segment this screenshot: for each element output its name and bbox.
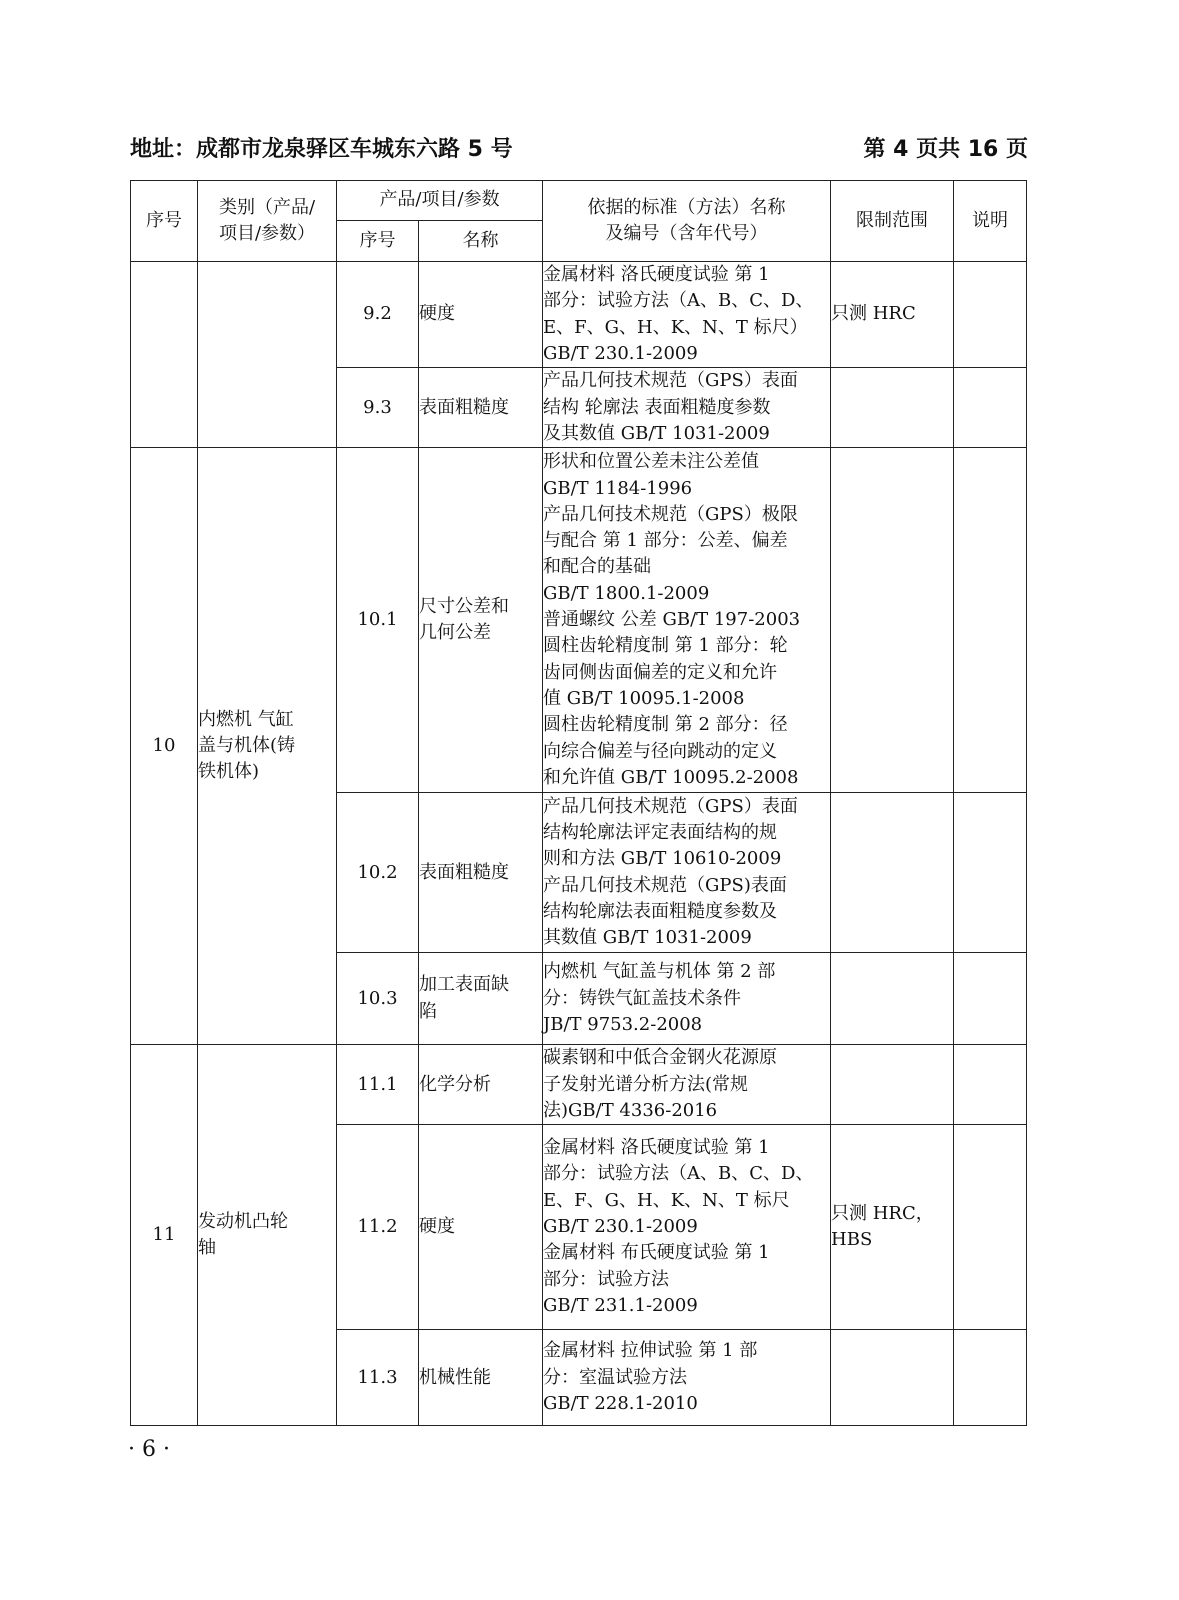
header-sub-seq: 序号	[337, 221, 419, 262]
table-row	[131, 1045, 1027, 1125]
standard-line: 产品几何技术规范（GPS）表面	[543, 370, 798, 392]
item-limit	[831, 262, 954, 368]
standard-line: 部分：试验方法（A、B、C、D、	[543, 290, 814, 312]
item-name	[419, 793, 543, 953]
standard-line: 分：室温试验方法	[543, 1366, 688, 1388]
standard-line: 齿同侧齿面偏差的定义和允许	[543, 661, 778, 683]
standard-line: GB/T 230.1-2009	[543, 342, 698, 364]
item-sub-seq: 11.1	[337, 1045, 419, 1125]
standard-line: 部分：试验方法（A、B、C、D、	[543, 1163, 814, 1185]
standard-line: 结构轮廓法评定表面结构的规	[543, 822, 778, 844]
standard-line: 内燃机 气缸盖与机体 第 2 部	[543, 961, 776, 983]
item-standard	[543, 448, 831, 793]
row-category	[198, 262, 337, 448]
standard-line: E、F、G、H、K、N、T 标尺	[543, 1189, 790, 1211]
standard-line: 法)GB/T 4336-2016	[543, 1099, 718, 1121]
header-seq: 序号	[131, 181, 198, 262]
item-sub-seq: 11.2	[337, 1125, 419, 1330]
row-seq: 11	[131, 1045, 198, 1426]
item-sub-seq: 9.2	[337, 262, 419, 368]
item-standard	[543, 1125, 831, 1330]
limit-line: 只测 HRC	[831, 303, 916, 325]
item-limit	[831, 1045, 954, 1125]
item-sub-seq: 10.3	[337, 953, 419, 1045]
standard-line: 结构轮廓法表面粗糙度参数及	[543, 900, 778, 922]
table-row	[131, 262, 1027, 368]
standard-line: GB/T 1800.1-2009	[543, 582, 710, 604]
standard-line: 向综合偏差与径向跳动的定义	[543, 740, 778, 762]
standard-line: 其数值 GB/T 1031-2009	[543, 927, 752, 949]
item-name	[419, 1125, 543, 1330]
item-note	[954, 1125, 1027, 1330]
item-name	[419, 368, 543, 448]
item-note	[954, 262, 1027, 368]
item-name-line: 表面粗糙度	[419, 861, 509, 883]
limit-line: HBS	[831, 1229, 873, 1251]
item-name-line: 尺寸公差和	[419, 595, 509, 617]
header-limit: 限制范围	[831, 181, 954, 262]
item-name	[419, 448, 543, 793]
item-limit	[831, 1330, 954, 1426]
item-name-line: 硬度	[419, 1216, 455, 1238]
standard-line: GB/T 228.1-2010	[543, 1392, 698, 1414]
item-name-line: 机械性能	[419, 1366, 491, 1388]
standard-line: 形状和位置公差未注公差值	[543, 451, 760, 473]
item-note	[954, 1330, 1027, 1426]
item-standard	[543, 368, 831, 448]
category-line: 内燃机 气缸	[198, 708, 294, 730]
item-sub-seq: 10.1	[337, 448, 419, 793]
item-name	[419, 953, 543, 1045]
standard-line: 子发射光谱分析方法(常规	[543, 1073, 749, 1095]
standard-line: 分：铸铁气缸盖技术条件	[543, 987, 742, 1009]
header-product-group: 产品/项目/参数	[337, 181, 543, 221]
item-name-line: 硬度	[419, 303, 455, 325]
row-category	[198, 448, 337, 1045]
header-category-line: 类别（产品/	[218, 196, 316, 218]
standard-line: 结构 轮廓法 表面粗糙度参数	[543, 396, 771, 418]
standard-line: 金属材料 洛氏硬度试验 第 1	[543, 264, 770, 285]
standard-line: 和允许值 GB/T 10095.2-2008	[543, 766, 799, 788]
item-note	[954, 448, 1027, 793]
item-limit	[831, 793, 954, 953]
header-standard-line: 依据的标准（方法）名称	[587, 196, 786, 218]
item-name	[419, 1045, 543, 1125]
category-line: 盖与机体(铸	[198, 735, 296, 757]
row-seq: 10	[131, 448, 198, 1045]
scope-table	[130, 180, 1027, 1426]
item-limit	[831, 368, 954, 448]
row-category	[198, 1045, 337, 1426]
standard-line: GB/T 1184-1996	[543, 477, 693, 499]
standard-line: E、F、G、H、K、N、T 标尺）	[543, 316, 808, 338]
item-standard	[543, 953, 831, 1045]
standard-line: 金属材料 布氏硬度试验 第 1	[543, 1242, 770, 1264]
header-standard	[543, 181, 831, 262]
row-seq	[131, 262, 198, 448]
standard-line: 值 GB/T 10095.1-2008	[543, 687, 745, 709]
standard-line: 及其数值 GB/T 1031-2009	[543, 422, 770, 444]
standard-line: GB/T 231.1-2009	[543, 1294, 698, 1316]
header-note: 说明	[954, 181, 1027, 262]
limit-line: 只测 HRC，	[831, 1202, 934, 1224]
page-info: 第 4 页共 16 页	[863, 137, 1028, 162]
item-note	[954, 368, 1027, 448]
page-header	[130, 132, 1028, 166]
standard-line: 产品几何技术规范（GPS）表面	[543, 795, 798, 817]
standard-line: 与配合 第 1 部分：公差、偏差	[543, 530, 788, 552]
item-sub-seq: 11.3	[337, 1330, 419, 1426]
item-note	[954, 1045, 1027, 1125]
standard-line: JB/T 9753.2-2008	[543, 1013, 703, 1035]
header-sub-name: 名称	[419, 221, 543, 262]
item-limit	[831, 953, 954, 1045]
standard-line: 碳素钢和中低合金钢火花源原	[543, 1047, 778, 1069]
standard-line: 圆柱齿轮精度制 第 2 部分：径	[543, 714, 788, 736]
standard-line: 普通螺纹 公差 GB/T 197-2003	[543, 609, 801, 631]
item-standard	[543, 1330, 831, 1426]
table-row	[131, 448, 1027, 793]
standard-line: 圆柱齿轮精度制 第 1 部分：轮	[543, 635, 788, 657]
standard-line: 和配合的基础	[543, 556, 652, 578]
category-line: 发动机凸轮	[198, 1210, 288, 1232]
item-standard	[543, 1045, 831, 1125]
header-category	[198, 181, 337, 262]
item-limit	[831, 1125, 954, 1330]
item-note	[954, 953, 1027, 1045]
item-sub-seq: 9.3	[337, 368, 419, 448]
header-category-line: 项目/参数）	[218, 223, 316, 244]
standard-line: 产品几何技术规范（GPS)表面	[543, 874, 787, 896]
item-name-line: 几何公差	[419, 622, 491, 644]
standard-line: 金属材料 洛氏硬度试验 第 1	[543, 1137, 770, 1159]
category-line: 铁机体)	[198, 761, 260, 783]
header-standard-line: 及编号（含年代号）	[605, 223, 768, 244]
item-note	[954, 793, 1027, 953]
item-name-line: 加工表面缺	[419, 974, 509, 996]
standard-line: 金属材料 拉伸试验 第 1 部	[543, 1340, 758, 1362]
standard-line: GB/T 230.1-2009	[543, 1216, 698, 1238]
page-number: · 6 ·	[128, 1437, 170, 1462]
standard-line: 则和方法 GB/T 10610-2009	[543, 848, 782, 870]
item-name	[419, 1330, 543, 1426]
item-limit	[831, 448, 954, 793]
standard-line: 部分：试验方法	[543, 1268, 670, 1290]
standard-line: 产品几何技术规范（GPS）极限	[543, 503, 798, 525]
item-standard	[543, 262, 831, 368]
category-line: 轴	[198, 1237, 216, 1259]
item-standard	[543, 793, 831, 953]
item-name-line: 表面粗糙度	[419, 396, 509, 418]
item-sub-seq: 10.2	[337, 793, 419, 953]
item-name-line: 陷	[419, 1000, 437, 1022]
item-name-line: 化学分析	[419, 1073, 491, 1095]
address-text: 地址：成都市龙泉驿区车城东六路 5 号	[130, 137, 513, 162]
item-name	[419, 262, 543, 368]
